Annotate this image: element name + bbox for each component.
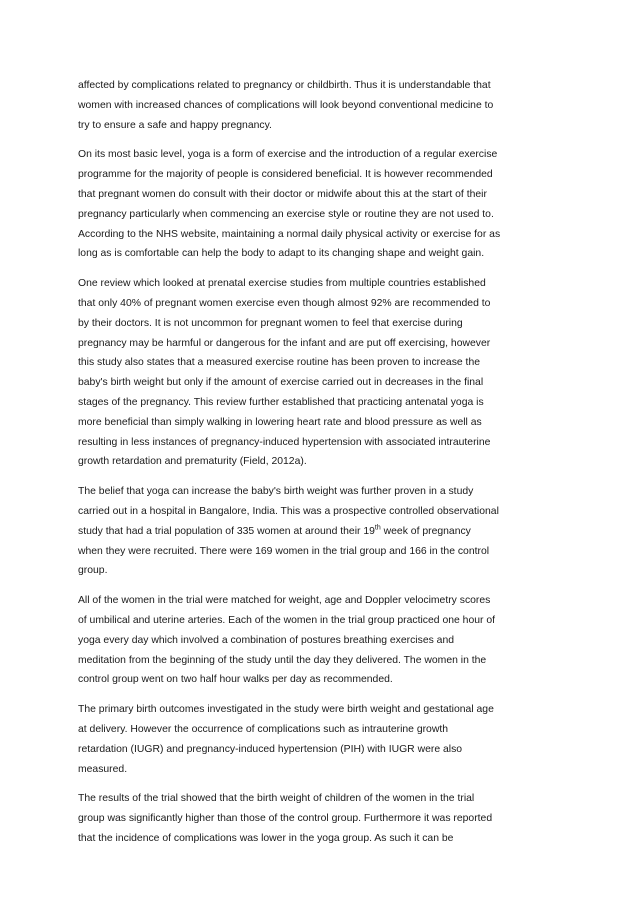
text-line: that pregnant women do consult with their doctor or midwife about this at the start of their: [78, 188, 487, 200]
text-line: group.: [78, 565, 108, 577]
text-line: baby's birth weight but only if the amount of exercise carried out in decreases in the final: [78, 377, 484, 389]
text-line: long as is comfortable can help the body to adapt to its changing shape and weight gain.: [78, 248, 485, 260]
text-line: resulting in less instances of pregnancy-induced hypertension with associated intrauterine: [78, 436, 491, 448]
text-line: pregnancy particularly when commencing an exercise style or routine they are not used to.: [78, 208, 494, 220]
text-line: group was significantly higher than those of the control group. Furthermore it was reported: [78, 813, 493, 825]
text-line: One review which looked at prenatal exercise studies from multiple countries established: [78, 278, 486, 290]
text-line: carried out in a hospital in Bangalore, India. This was a prospective controlled observational: [78, 505, 499, 517]
text-line: The primary birth outcomes investigated in the study were birth weight and gestational age: [78, 704, 494, 716]
text-line: retardation (IUGR) and pregnancy-induced hypertension (PIH) with IUGR were also: [78, 743, 463, 755]
text-line: of umbilical and uterine arteries. Each of the women in the trial group practiced one hour of: [78, 614, 496, 626]
text-line: more beneficial than simply walking in lowering heart rate and blood pressure as well as: [78, 416, 482, 428]
text-line: meditation from the beginning of the study until the day they delivered. The women in the: [78, 654, 487, 666]
text-line: this study also states that a measured exercise routine has been proven to increase the: [78, 357, 481, 369]
paragraph: [78, 145, 566, 264]
text-line: According to the NHS website, maintaining a normal daily physical activity or exercise for as: [78, 228, 501, 240]
paragraph: [78, 789, 566, 848]
text-line: stages of the pregnancy. This review further established that practicing antenatal yoga is: [78, 396, 484, 408]
paragraph: [78, 274, 566, 472]
text-line: when they were recruited. There were 169 women in the trial group and 166 in the control: [78, 545, 490, 557]
text-line: by their doctors. It is not uncommon for pregnant women to feel that exercise during: [78, 317, 463, 329]
text-line: The results of the trial showed that the birth weight of children of the women in the trial: [78, 793, 475, 805]
text-line: women with increased chances of complications will look beyond conventional medicine to: [78, 99, 494, 111]
text-line: yoga every day which involved a combination of postures breathing exercises and: [78, 634, 455, 646]
text-line: growth retardation and prematurity (Field, 2012a).: [78, 456, 307, 468]
text-line: at delivery. However the occurrence of complications such as intrauterine growth: [78, 723, 449, 735]
text-line: pregnancy may be harmful or dangerous for the infant and are put off exercising, however: [78, 337, 491, 349]
text-line: try to ensure a safe and happy pregnancy.: [78, 119, 272, 131]
text-line: On its most basic level, yoga is a form of exercise and the introduction of a regular exercise: [78, 149, 498, 161]
paragraph: [78, 700, 566, 779]
text-line: affected by complications related to pregnancy or childbirth. Thus it is understandable that: [78, 80, 491, 91]
text-line: All of the women in the trial were matched for weight, age and Doppler velocimetry scores: [78, 595, 491, 607]
paragraph: [78, 482, 566, 581]
text-line: The belief that yoga can increase the baby's birth weight was further proven in a study: [78, 486, 474, 498]
document-body: [78, 76, 566, 859]
paragraph: [78, 76, 566, 135]
text-line: control group went on two half hour walks per day as recommended.: [78, 674, 393, 686]
text-segment: study that had a trial population of 335 women at around their 19: [78, 525, 375, 537]
text-line: [78, 522, 566, 542]
ordinal-superscript: th: [374, 524, 381, 532]
text-segment: week of pregnancy: [380, 525, 471, 537]
paragraph: [78, 591, 566, 690]
text-line: measured.: [78, 763, 128, 775]
text-line: programme for the majority of people is considered beneficial. It is however recommended: [78, 169, 493, 181]
text-line: that the incidence of complications was lower in the yoga group. As such it can be: [78, 832, 454, 844]
text-line: that only 40% of pregnant women exercise even though almost 92% are recommended to: [78, 297, 491, 309]
